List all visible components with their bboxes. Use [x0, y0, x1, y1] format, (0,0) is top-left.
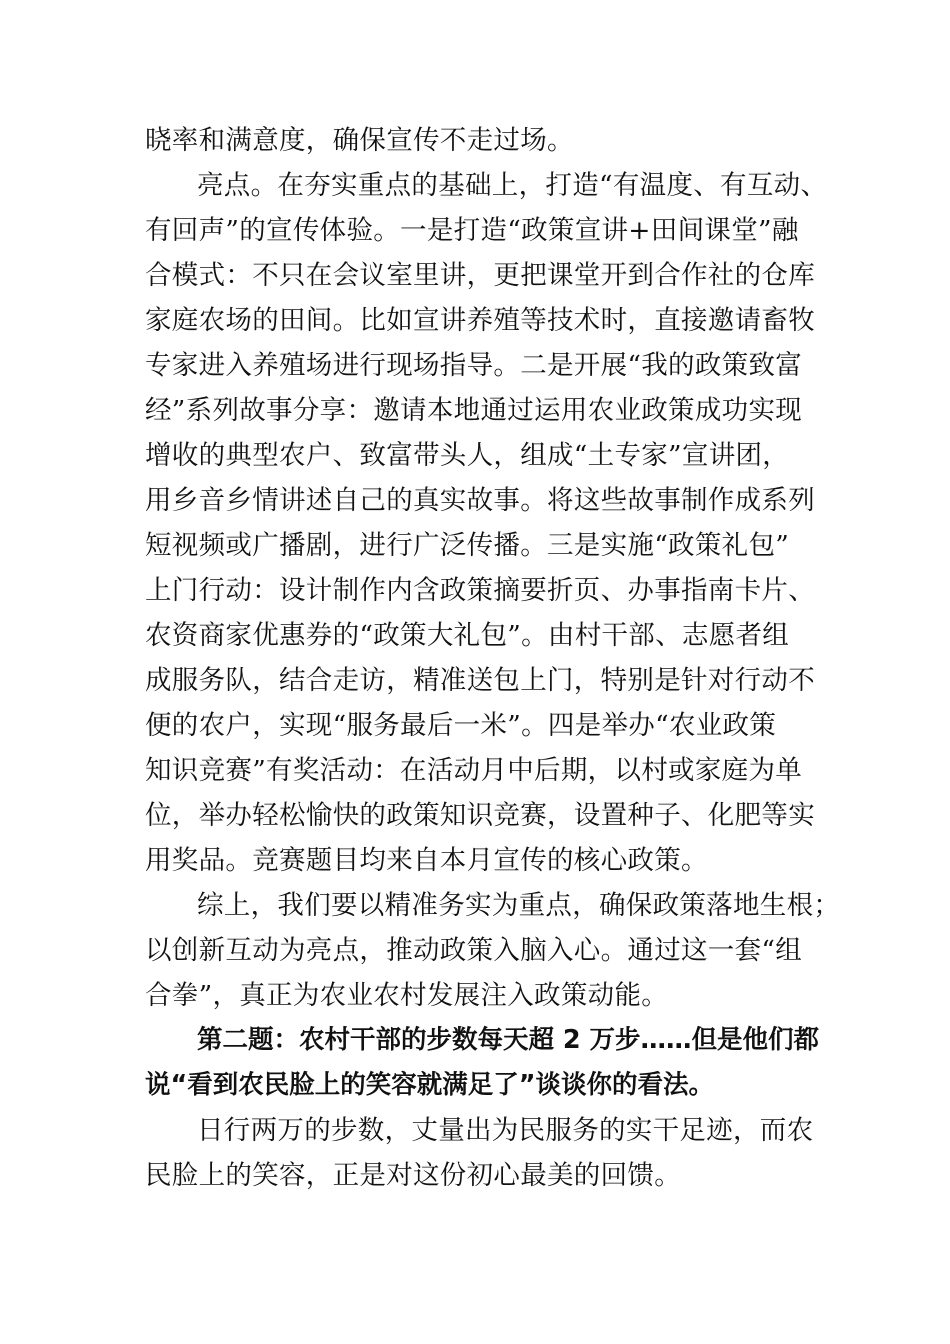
text-line: 用奖品。竞赛题目均来自本月宣传的核心政策。 [145, 845, 708, 876]
text-line: 说“看到农民脸上的笑容就满足了”谈谈你的看法。 [145, 1070, 715, 1100]
text-line: 成服务队，结合走访，精准送包上门，特别是针对行动不 [145, 665, 815, 696]
text-line: 专家进入养殖场进行现场指导。二是开展“我的政策致富 [145, 350, 803, 381]
text-line: 日行两万的步数，丈量出为民服务的实干足迹，而农 [197, 1115, 814, 1146]
text-line: 第二题：农村干部的步数每天超 2 万步……但是他们都 [197, 1025, 819, 1055]
text-line: 家庭农场的田间。比如宣讲养殖等技术时，直接邀请畜牧 [145, 305, 815, 336]
text-line: 知识竞赛”有奖活动：在活动月中后期，以村或家庭为单 [145, 755, 803, 786]
text-line: 晓率和满意度，确保宣传不走过场。 [145, 125, 574, 156]
paragraph-highlights [145, 163, 828, 883]
text-line: 合拳”，真正为农业农村发展注入政策动能。 [145, 980, 669, 1011]
text-line: 用乡音乡情讲述自己的真实故事。将这些故事制作成系列 [145, 485, 815, 516]
question-heading [145, 1018, 819, 1108]
paragraph-answer [145, 1108, 814, 1198]
text-line: 上门行动：设计制作内含政策摘要折页、办事指南卡片、 [145, 575, 815, 606]
text-line: 有回声”的宣传体验。一是打造“政策宣讲+田间课堂”融 [145, 215, 799, 246]
text-line: 合模式：不只在会议室里讲，更把课堂开到合作社的仓库 [145, 260, 815, 291]
text-line: 亮点。在夯实重点的基础上，打造“有温度、有互动、 [197, 170, 828, 201]
text-line: 增收的典型农户、致富带头人，组成“土专家”宣讲团， [145, 440, 790, 471]
text-line: 位，举办轻松愉快的政策知识竞赛，设置种子、化肥等实 [145, 800, 815, 831]
paragraph-summary [145, 883, 841, 1018]
text-line: 短视频或广播剧，进行广泛传播。三是实施“政策礼包” [145, 530, 790, 561]
text-line: 便的农户，实现“服务最后一米”。四是举办“农业政策 [145, 710, 777, 741]
text-line: 以创新互动为亮点，推动政策入脑入心。通过这一套“组 [145, 935, 803, 966]
text-line: 综上，我们要以精准务实为重点，确保政策落地生根； [197, 890, 841, 921]
text-line: 农资商家优惠券的“政策大礼包”。由村干部、志愿者组 [145, 620, 790, 651]
document-body [145, 118, 841, 1198]
text-line: 民脸上的笑容，正是对这份初心最美的回馈。 [145, 1160, 681, 1191]
paragraph-continuation [145, 118, 811, 163]
text-line: 经”系列故事分享：邀请本地通过运用农业政策成功实现 [145, 395, 803, 426]
